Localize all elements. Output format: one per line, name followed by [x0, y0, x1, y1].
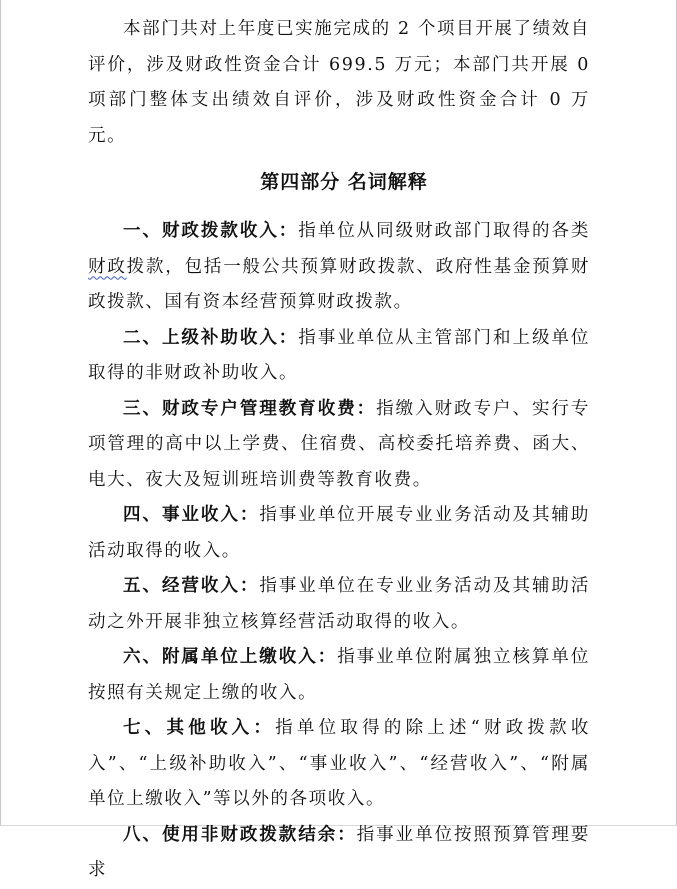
definition-term: 七、其他收入： [123, 718, 276, 738]
definition-text: 拨款，包括一般公共预算财政拨款、政府性基金预算财政拨款、国有资本经营预算财政拨款。 [88, 256, 590, 312]
definition-text: 指单位从同级财政部门取得的各类 [298, 221, 590, 241]
definition-text: 指事业单位从主管部门和上级单位取得的非财政补助收入。 [88, 327, 590, 383]
definition-term: 八、使用非财政拨款结余： [123, 824, 357, 845]
definition-text: 指缴入财政专户、实行专项管理的高中以上学费、住宿费、高校委托培养费、函大、电大、夜大及短训班培训费等教育收费。 [88, 398, 590, 490]
definition-3 [88, 392, 590, 499]
intro-paragraph: 本部门共对上年度已实施完成的 2 个项目开展了绩效自评价，涉及财政性资金合计 699.5 万元；本部门共开展 0 项部门整体支出绩效自评价，涉及财政性资金合计 0 万元。 [88, 19, 590, 146]
definition-1 [88, 214, 590, 321]
definition-text: 指事业单位附属独立核算单位按照有关规定上缴的收入。 [88, 647, 590, 703]
definition-term: 一、财政拨款收入： [123, 221, 299, 241]
definition-text: 指事业单位按照预算管理要求 [88, 824, 590, 880]
document-body [88, 12, 590, 889]
definition-term: 五、经营收入： [123, 576, 260, 596]
definition-4 [88, 498, 590, 569]
definition-7 [88, 711, 590, 818]
spellcheck-marked-text: 财政 [88, 256, 127, 277]
definition-8 [88, 818, 590, 889]
definition-2 [88, 321, 590, 392]
definition-text: 指单位取得的除上述“财政拨款收入”、“上级补助收入”、“事业收入”、“经营收入”、“附属单位上缴收入”等以外的各项收入。 [88, 718, 590, 809]
section-heading: 第四部分 名词解释 [260, 171, 428, 193]
definition-text: 指事业单位在专业业务活动及其辅助活动之外开展非独立核算经营活动取得的收入。 [88, 576, 591, 632]
definition-6 [88, 640, 590, 711]
definition-term: 四、事业收入： [123, 505, 260, 525]
definition-term: 二、上级补助收入： [123, 327, 299, 348]
definition-term: 六、附属单位上缴收入： [123, 647, 338, 667]
definition-5 [88, 569, 590, 640]
definition-text: 指事业单位开展专业业务活动及其辅助活动取得的收入。 [88, 505, 591, 561]
definition-term: 三、财政专户管理教育收费： [123, 398, 377, 419]
